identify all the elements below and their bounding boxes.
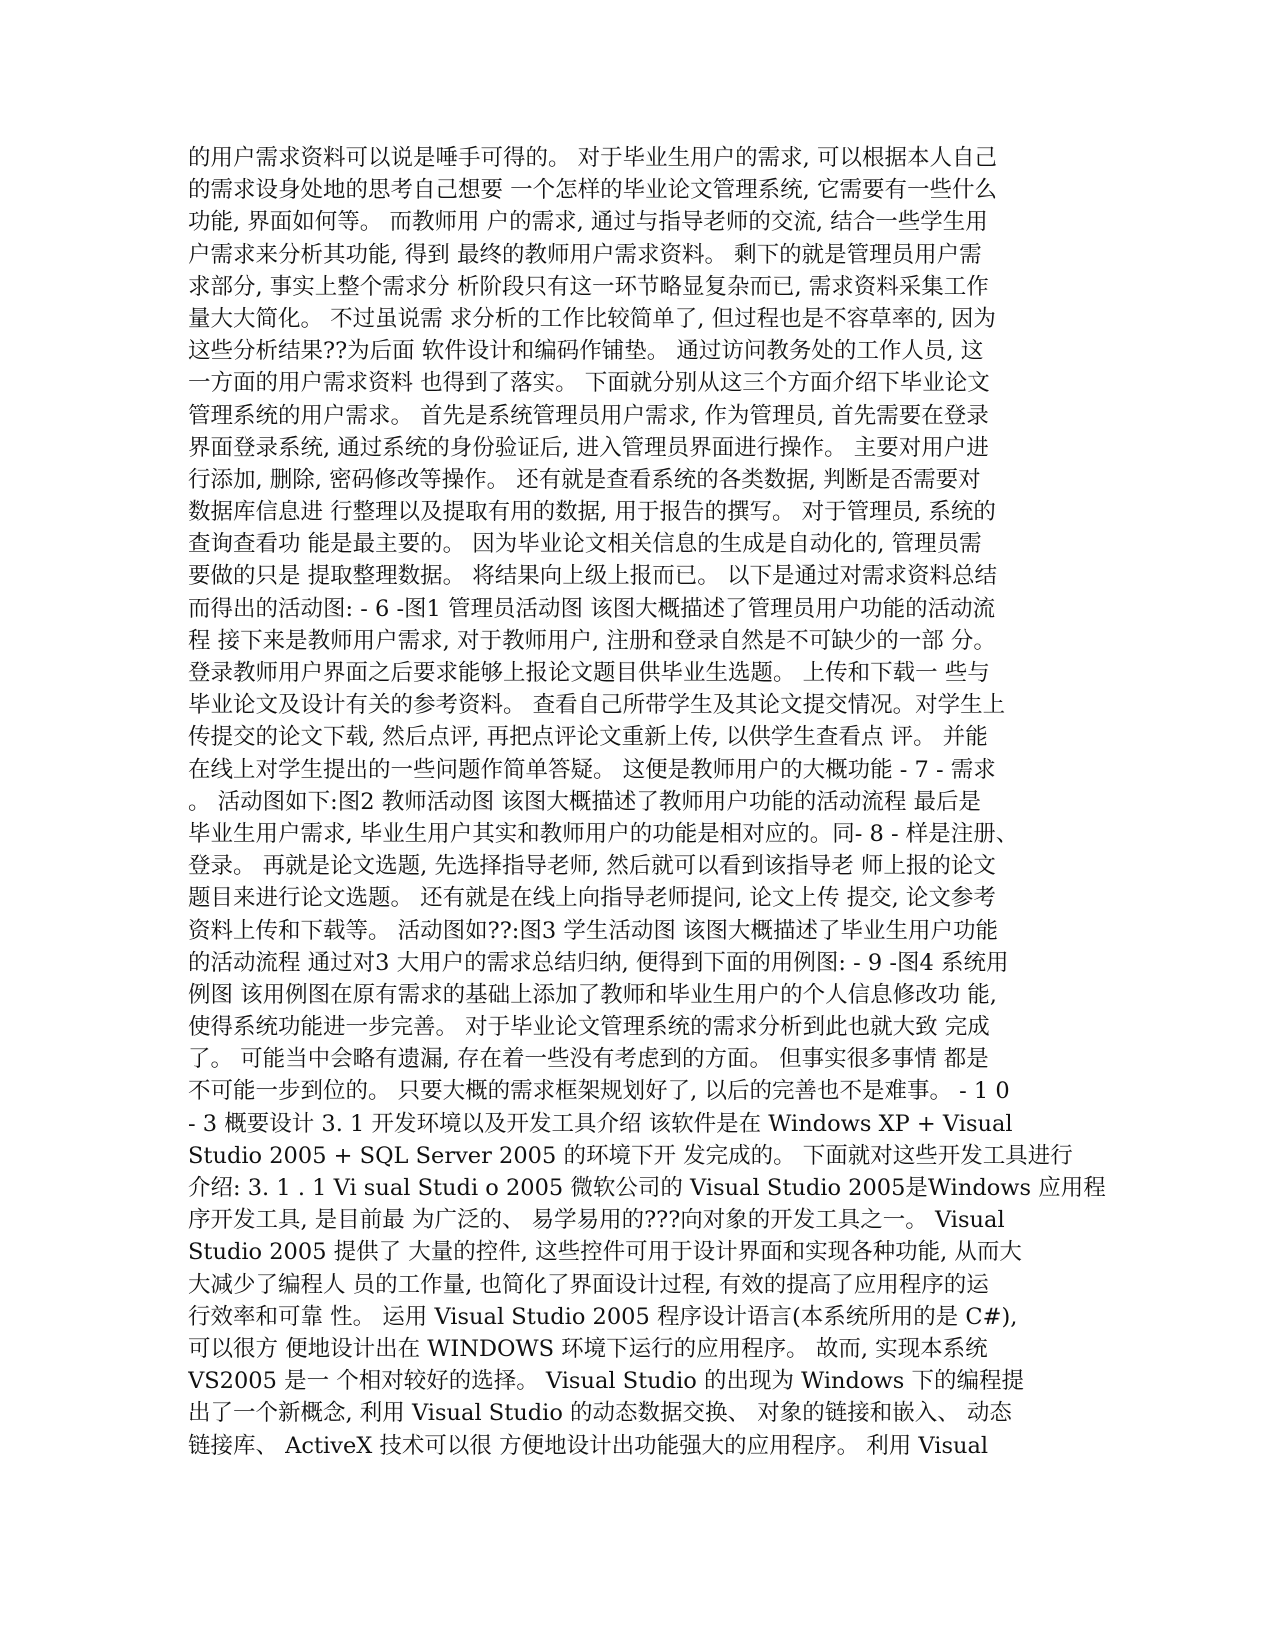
text-line: 的用户需求资料可以说是唾手可得的。 对于毕业生用户的需求, 可以根据本人自己 <box>188 145 997 171</box>
text-line: 程 接下来是教师用户需求, 对于教师用户, 注册和登录自然是不可缺少的一部 分。 <box>188 627 996 654</box>
text-line: 管理系统的用户需求。 首先是系统管理员用户需求, 作为管理员, 首先需要在登录 <box>188 402 989 429</box>
text-line: 功能, 界面如何等。 而教师用 户的需求, 通过与指导老师的交流, 结合一些学生用 <box>188 209 988 236</box>
text-line: - 3 概要设计 3. 1 开发环境以及开发工具介绍 该软件是在 Windows XP + Visual <box>188 1110 1013 1137</box>
text-line: 要做的只是 提取整理数据。 将结果向上级上报而已。 以下是通过对需求资料总结 <box>188 563 997 590</box>
text-line: VS2005 是一 个相对较好的选择。 Visual Studio 的出现为 Windows 下的编程提 <box>188 1368 1024 1395</box>
text-line: 不可能一步到位的。 只要大概的需求框架规划好了, 以后的完善也不是难事。 - 1 0 <box>188 1078 1010 1105</box>
text-line: 。 活动图如下:图2 教师活动图 该图大概描述了教师用户功能的活动流程 最后是 <box>188 788 982 815</box>
text-line: 毕业论文及设计有关的参考资料。 查看自己所带学生及其论文提交情况。对学生上 <box>188 692 1006 719</box>
text-line: 使得系统功能进一步完善。 对于毕业论文管理系统的需求分析到此也就大致 完成 <box>188 1014 990 1041</box>
text-line: 一方面的用户需求资料 也得到了落实。 下面就分别从这三个方面介绍下毕业论文 <box>188 370 990 397</box>
text-line: 序开发工具, 是目前最 为广泛的、 易学易用的???向对象的开发工具之一。 Visual <box>188 1207 1005 1234</box>
text-line: 资料上传和下载等。 活动图如??:图3 学生活动图 该图大概描述了毕业生用户功能 <box>188 917 998 944</box>
text-line: 求部分, 事实上整个需求分 析阶段只有这一环节略显复杂而已, 需求资料采集工作 <box>188 273 989 300</box>
text-line: 行效率和可靠 性。 运用 Visual Studio 2005 程序设计语言(本系统所用的是 C#), <box>188 1303 1018 1330</box>
text-line: 在线上对学生提出的一些问题作简单答疑。 这便是教师用户的大概功能 - 7 - 需求 <box>188 756 996 783</box>
text-line: 行添加, 删除, 密码修改等操作。 还有就是查看系统的各类数据, 判断是否需要对 <box>188 466 981 493</box>
text-line: 出了一个新概念, 利用 Visual Studio 的动态数据交换、 对象的链接和嵌入、 动态 <box>188 1400 1012 1427</box>
text-line: 而得出的活动图: - 6 -图1 管理员活动图 该图大概描述了管理员用户功能的活动流 <box>188 595 996 622</box>
text-line: Studio 2005 + SQL Server 2005 的环境下开 发完成的。 下面就对这些开发工具进行 <box>188 1142 1073 1169</box>
text-line: 了。 可能当中会略有遗漏, 存在着一些没有考虑到的方面。 但事实很多事情 都是 <box>188 1046 989 1073</box>
text-line: 毕业生用户需求, 毕业生用户其实和教师用户的功能是相对应的。同- 8 - 样是注册、 <box>188 820 1019 847</box>
text-line: 登录。 再就是论文选题, 先选择指导老师, 然后就可以看到该指导老 师上报的论文 <box>188 853 996 880</box>
text-line: 量大大简化。 不过虽说需 求分析的工作比较简单了, 但过程也是不容草率的, 因为 <box>188 305 996 332</box>
text-line: 数据库信息进 行整理以及提取有用的数据, 用于报告的撰写。 对于管理员, 系统的 <box>188 499 996 526</box>
text-line: Studio 2005 提供了 大量的控件, 这些控件可用于设计界面和实现各种功能, 从而大 <box>188 1239 1022 1266</box>
text-line: 界面登录系统, 通过系统的身份验证后, 进入管理员界面进行操作。 主要对用户进 <box>188 434 989 461</box>
text-line: 例图 该用例图在原有需求的基础上添加了教师和毕业生用户的个人信息修改功 能, <box>188 981 997 1008</box>
text-line: 登录教师用户界面之后要求能够上报论文题目供毕业生选题。 上传和下载一 些与 <box>188 660 990 686</box>
text-line: 传提交的论文下载, 然后点评, 再把点评论文重新上传, 以供学生查看点 评。 并能 <box>188 724 988 751</box>
text-line: 可以很方 便地设计出在 WINDOWS 环境下运行的应用程序。 故而, 实现本系统 <box>188 1335 988 1362</box>
text-line: 这些分析结果??为后面 软件设计和编码作铺垫。 通过访问教务处的工作人员, 这 <box>188 338 984 365</box>
text-line: 的活动流程 通过对3 大用户的需求总结归纳, 便得到下面的用例图: - 9 -图4 系统用 <box>188 949 1009 976</box>
text-line: 介绍: 3. 1 . 1 Vi sual Studi o 2005 微软公司的 Visual Studio 2005是Windows 应用程 <box>188 1175 1106 1201</box>
text-line: 的需求设身处地的思考自己想要 一个怎样的毕业论文管理系统, 它需要有一些什么 <box>188 177 997 204</box>
body-text <box>188 142 1108 1462</box>
text-line: 户需求来分析其功能, 得到 最终的教师用户需求资料。 剩下的就是管理员用户需 <box>188 241 982 268</box>
text-line: 查询查看功 能是最主要的。 因为毕业论文相关信息的生成是自动化的, 管理员需 <box>188 531 982 558</box>
text-line: 链接库、 ActiveX 技术可以很 方便地设计出功能强大的应用程序。 利用 Visual <box>188 1432 989 1459</box>
text-line: 题目来进行论文选题。 还有就是在线上向指导老师提问, 论文上传 提交, 论文参考 <box>188 885 996 912</box>
text-line: 大减少了编程人 员的工作量, 也简化了界面设计过程, 有效的提高了应用程序的运 <box>188 1271 989 1298</box>
